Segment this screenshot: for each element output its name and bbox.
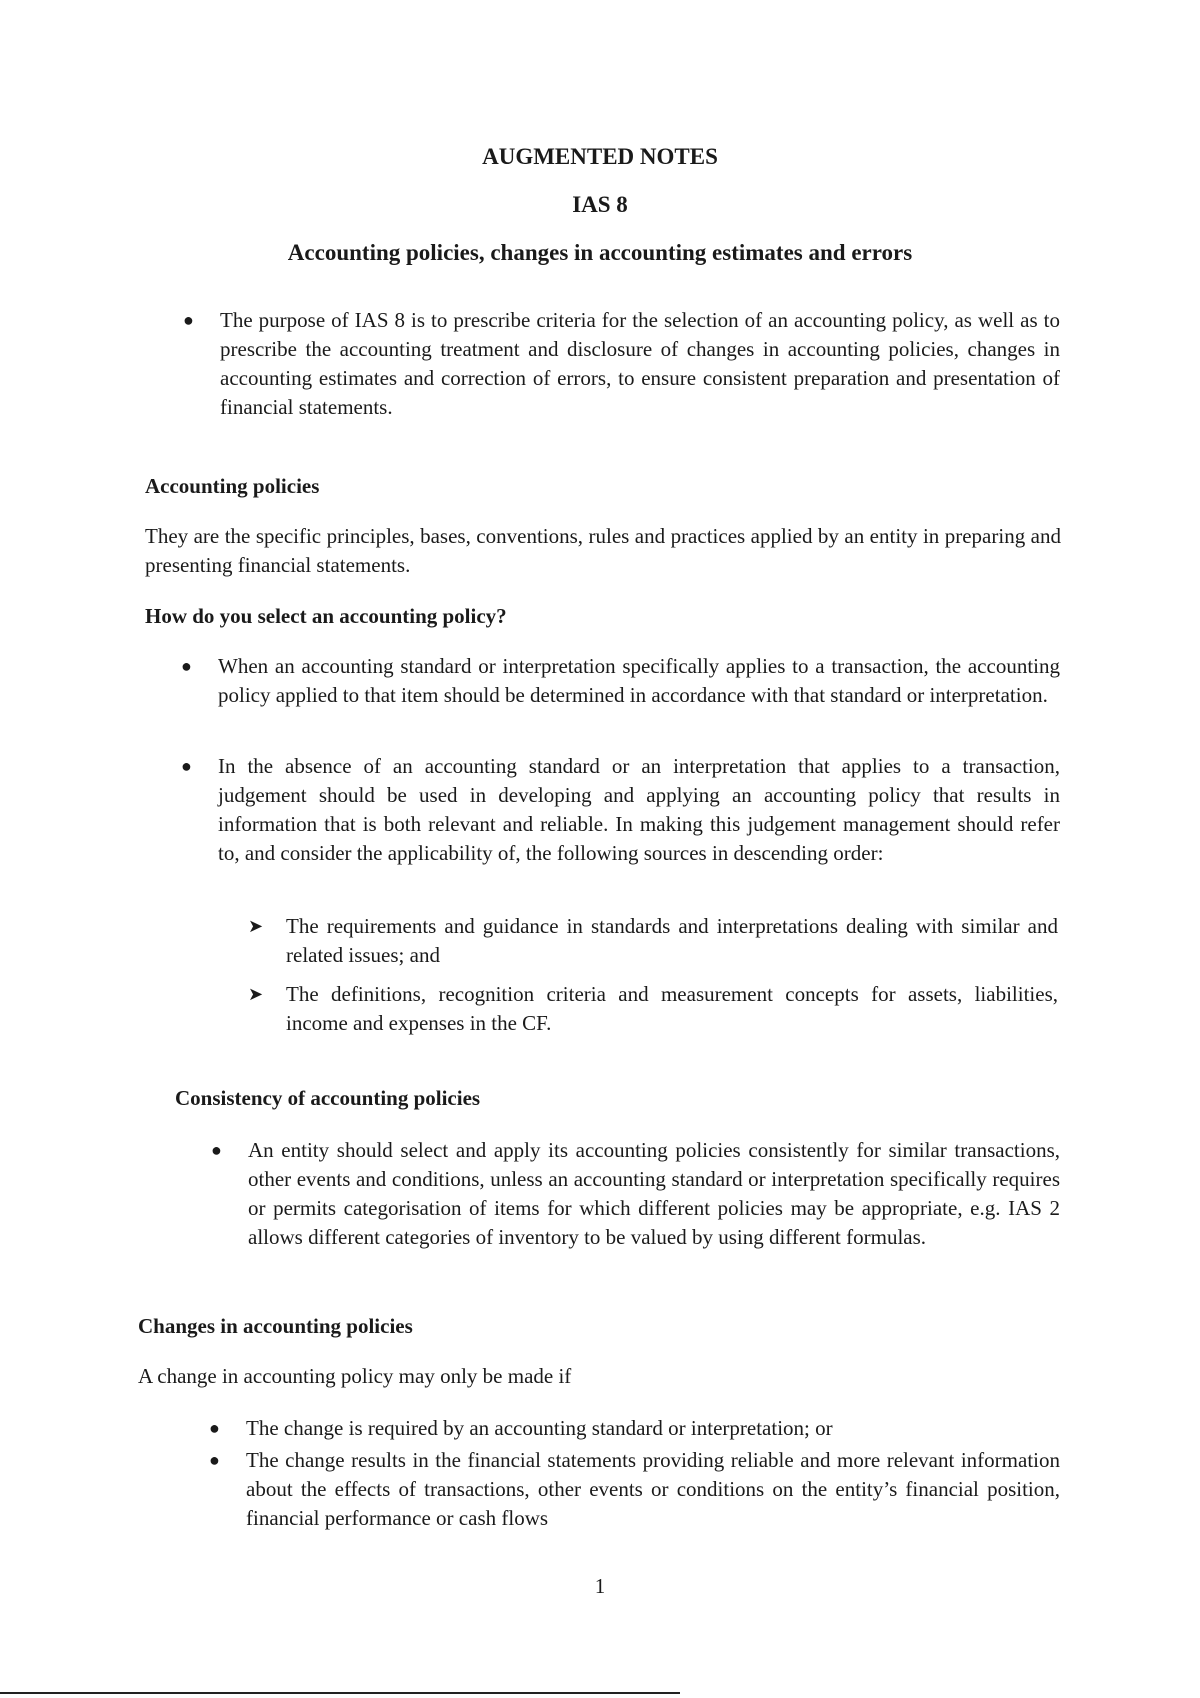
bullet-dot-icon: ●: [181, 756, 192, 776]
sub-item-text: The definitions, recognition criteria and measurement concepts for assets, liabilities, income and expenses in the CF.: [286, 982, 1058, 1035]
sub-item-text: The requirements and guidance in standards and interpretations dealing with similar and related issues; and: [286, 914, 1058, 967]
footer-divider: [0, 1692, 680, 1694]
consistency-bullet: [211, 1136, 1060, 1252]
bullet-dot-icon: ●: [183, 310, 194, 330]
bullet-dot-icon: ●: [181, 656, 192, 676]
selection-bullet: [181, 752, 1060, 868]
changes-bullet: [209, 1446, 1060, 1533]
accounting-policies-definition: They are the specific principles, bases, conventions, rules and practices applied by an entity in preparing and presenting financial statements.: [145, 524, 1061, 577]
sub-item: [248, 912, 1058, 970]
bullet-dot-icon: ●: [209, 1450, 220, 1470]
heading-changes: Changes in accounting policies: [138, 1314, 413, 1338]
arrow-bullet-icon: ➤: [248, 916, 264, 936]
changes-intro: A change in accounting policy may only be made if: [138, 1364, 572, 1388]
document-subtitle: Accounting policies, changes in accounting estimates and errors: [287, 240, 913, 265]
changes-bullet-text: The change results in the financial statements providing reliable and more relevant information about the effects of transactions, other events or conditions on the entity’s financial position, financial performance or cash flows: [246, 1448, 1060, 1530]
bullet-dot-icon: ●: [209, 1418, 220, 1438]
consistency-bullet-text: An entity should select and apply its accounting policies consistently for similar transactions, other events and conditions, unless an accounting standard or interpretation specifically requires or permits categorisation of items for which different policies may be appropriate, e.g. IAS 2 allows different categories of inventory to be valued by using different formulas.: [248, 1138, 1060, 1249]
heading-select-policy: How do you select an accounting policy?: [145, 604, 507, 628]
selection-bullet-text: In the absence of an accounting standard or an interpretation that applies to a transaction, judgement should be used in developing and applying an accounting policy that results in information that is both relevant and reliable. In making this judgement management should refer to, and consider the applicability of, the following sources in descending order:: [218, 754, 1060, 865]
page-number: 1: [594, 1574, 606, 1598]
changes-bullet-text: The change is required by an accounting standard or interpretation; or: [246, 1416, 833, 1440]
heading-consistency: Consistency of accounting policies: [175, 1086, 481, 1110]
selection-bullet: [181, 652, 1060, 710]
changes-bullet: [209, 1414, 1060, 1443]
heading-accounting-policies: Accounting policies: [145, 474, 320, 498]
intro-bullet-text: The purpose of IAS 8 is to prescribe criteria for the selection of an accounting policy, as well as to prescribe the accounting treatment and disclosure of changes in accounting policies, changes in accounting estimates and correction of errors, to ensure consistent preparation and presentation of financial statements.: [220, 308, 1060, 419]
bullet-dot-icon: ●: [211, 1140, 222, 1160]
sub-item: [248, 980, 1058, 1038]
arrow-bullet-icon: ➤: [248, 984, 264, 1004]
selection-bullet-text: When an accounting standard or interpretation specifically applies to a transaction, the accounting policy applied to that item should be determined in accordance with that standard or interpretation.: [218, 654, 1060, 707]
document-title: AUGMENTED NOTES: [482, 144, 718, 169]
standard-number: IAS 8: [572, 192, 628, 217]
intro-bullet: [183, 306, 1060, 422]
